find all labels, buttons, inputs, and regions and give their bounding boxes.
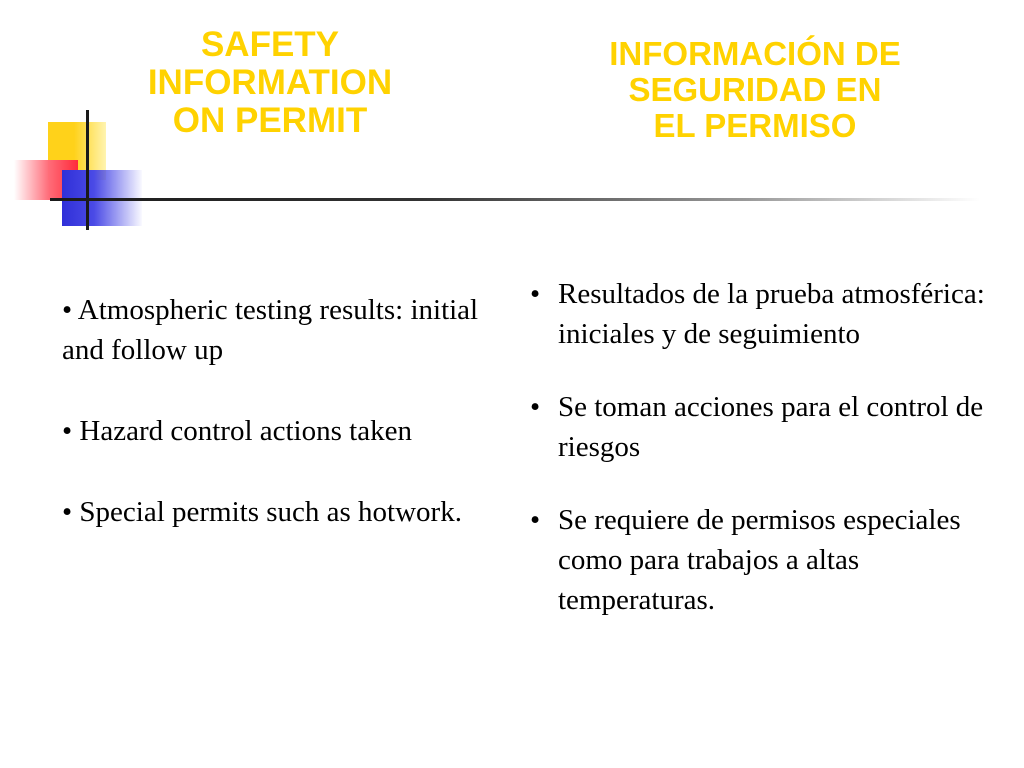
title-english: SAFETY INFORMATION ON PERMIT (147, 25, 393, 140)
bullet-list-english (62, 290, 502, 573)
list-item: • Atmospheric testing results: initial and follow up (62, 294, 479, 366)
bullet-list-spanish (530, 274, 1010, 653)
list-item-text: Resultados de la prueba atmosférica: iniciales y de seguimiento (558, 278, 985, 350)
list-item (530, 274, 1010, 354)
list-item (530, 500, 1010, 620)
list-item-text: Se toman acciones para el control de riesgos (558, 391, 984, 463)
bullet-icon: • (530, 278, 541, 310)
logo-vertical-line (86, 110, 89, 230)
list-item: • Hazard control actions taken (62, 415, 412, 447)
list-item-text: Se requiere de permisos especiales como para trabajos a altas temperaturas. (558, 504, 961, 616)
bullet-icon: • (530, 391, 541, 423)
list-item (530, 387, 1010, 467)
list-item: • Special permits such as hotwork. (62, 496, 462, 528)
header-divider-line (50, 198, 980, 201)
bullet-icon: • (530, 504, 541, 536)
title-spanish: INFORMACIÓN DE SEGURIDAD EN EL PERMISO (609, 35, 901, 144)
